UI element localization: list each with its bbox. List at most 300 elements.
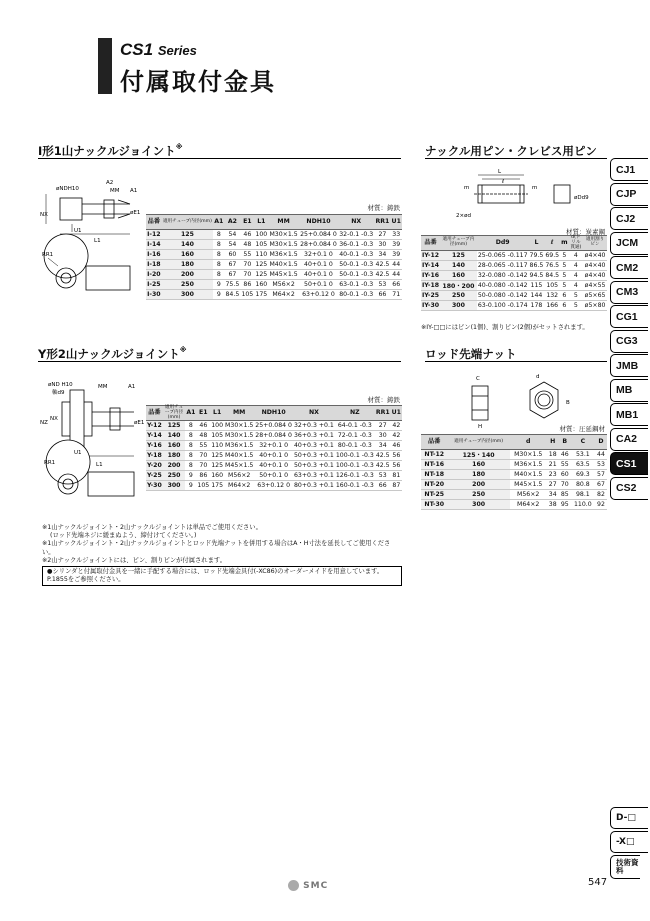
column-header: d [510, 435, 547, 450]
dim-label: L [498, 169, 502, 175]
table-row [146, 290, 402, 300]
dim-label: øDd9 [574, 195, 589, 201]
table-cell: 55 [196, 441, 210, 451]
column-header: B [559, 435, 571, 450]
table-cell: M40×1.5 [225, 452, 254, 460]
part-number: Y-20 [147, 462, 162, 470]
table-cell: 8 [213, 270, 224, 280]
i-knuckle-drawing [38, 170, 148, 310]
table-cell: 80.8 [571, 480, 595, 490]
table-cell: M45×1.5 [225, 462, 254, 470]
dim-label: NX [40, 212, 48, 218]
i-knuckle-table [146, 214, 402, 300]
table-cell: 9 [185, 471, 196, 481]
table-cell: 54 [224, 240, 240, 250]
dim-label: L1 [96, 462, 103, 468]
tab-technical-data[interactable]: 技術資料 [610, 855, 640, 879]
table-cell: 126-0.1 -0.3 [335, 472, 374, 480]
table-cell: 25-0.065 -0.117 [477, 252, 528, 260]
table-cell: 46 [196, 421, 210, 431]
table-cell: 70 [559, 480, 571, 490]
table-row [421, 480, 607, 490]
table-row [146, 270, 402, 280]
table-cell: 84.5 [225, 291, 240, 298]
table-row [146, 471, 402, 481]
table-cell: 53 [374, 280, 390, 290]
table-cell: 56 [392, 462, 401, 470]
table-cell: 42.5 [375, 462, 390, 470]
table-cell: 36-0.1 -0.3 [339, 241, 374, 248]
dim-label: A1 [128, 384, 136, 390]
part-number: I-30 [147, 291, 161, 298]
y-knuckle-table [146, 405, 402, 491]
tab-cj2[interactable]: CJ2 [610, 207, 648, 230]
tab-cm3[interactable]: CM3 [610, 281, 648, 304]
section-rule [425, 361, 607, 362]
table-cell: 5 [569, 291, 584, 301]
table-cell: 71 [392, 291, 401, 298]
column-header: ℓ [544, 236, 560, 251]
dim-label: NZ [40, 420, 48, 426]
table-cell: 200 [447, 480, 509, 490]
table-cell: 38 [547, 500, 559, 510]
part-number: I-25 [147, 281, 161, 288]
dim-label: 2×ød [456, 213, 471, 219]
table-cell: 82 [595, 490, 607, 500]
table-cell: M64×2 [268, 290, 299, 300]
tab-mb[interactable]: MB [610, 379, 648, 402]
table-cell: 160 [211, 472, 224, 480]
dim-label: RR1 [44, 460, 56, 466]
table-cell: 21 [547, 460, 559, 470]
table-cell: 178 [530, 302, 543, 310]
table-cell: 63-0.100 -0.174 [477, 302, 528, 310]
table-cell: 180 [163, 451, 186, 461]
series-title [120, 40, 197, 60]
table-cell: 60 [559, 470, 571, 480]
table-cell: ø4×40 [584, 262, 606, 270]
table-cell: M56×2 [268, 280, 299, 290]
table-cell: 85 [559, 490, 571, 500]
table-cell: 36+0.3 +0.1 [293, 432, 334, 440]
table-cell: 30 [374, 240, 390, 250]
column-header: NZ [335, 406, 375, 421]
part-number: NT-16 [421, 460, 447, 470]
table-cell: 110.0 [571, 500, 595, 510]
table-row [421, 261, 607, 271]
table-cell: 5 [560, 261, 568, 271]
table-cell: 44 [392, 271, 401, 278]
table-cell: M30×1.5 [269, 241, 298, 248]
part-number: IY-14 [422, 262, 440, 270]
column-header: U1 [390, 215, 402, 230]
table-cell: 125 [211, 452, 224, 460]
table-cell: 34 [374, 250, 390, 260]
table-cell: 8 [213, 260, 224, 270]
table-cell: 300 [163, 481, 186, 491]
table-cell: 32-0.080 -0.142 [477, 272, 528, 280]
table-cell: 160 [447, 460, 509, 470]
table-cell: 125・140 [447, 450, 509, 460]
table-cell: 4 [569, 281, 584, 291]
table-cell: 66 [374, 290, 390, 300]
table-cell: 42.5 [375, 452, 390, 460]
table-cell: 27 [374, 230, 390, 240]
series-label: Series [157, 43, 197, 58]
table-cell: 140 [440, 261, 477, 271]
part-number: NT-20 [421, 480, 447, 490]
table-cell: 9 [185, 481, 196, 491]
table-cell: 105 [546, 282, 559, 290]
table-cell: 69.5 [545, 252, 560, 260]
notes [42, 524, 402, 565]
table-cell: 180・200 [440, 281, 477, 291]
column-header: d(ドリル貫通) [570, 235, 582, 250]
table-cell: 32+0.3 +0.1 [293, 422, 334, 430]
table-cell: M30×1.5 [269, 231, 298, 238]
table-cell: 60 [224, 250, 240, 260]
table-cell: 8 [185, 441, 196, 451]
part-number: I-20 [147, 271, 161, 278]
table-cell: 9 [213, 280, 224, 290]
dim-label: C [476, 376, 480, 382]
table-cell: 160 [163, 441, 186, 451]
table-cell: 160-0.1 -0.3 [335, 482, 374, 490]
table-cell: 94.5 [529, 272, 544, 280]
column-header: L1 [254, 215, 268, 230]
tab-cg3[interactable]: CG3 [610, 330, 648, 353]
dim-label: A1 [130, 188, 138, 194]
table-cell: 125 [255, 261, 268, 268]
table-cell: 67 [224, 260, 240, 270]
table-row [146, 441, 402, 451]
tab-jcm[interactable]: JCM [610, 232, 648, 255]
column-header: 品番 [421, 236, 440, 251]
series-name: CS1 [120, 40, 154, 59]
table-cell: 144 [530, 292, 543, 300]
table-cell: 100 [211, 422, 224, 430]
table-cell: 42.5 [375, 271, 390, 278]
table-cell: 27 [375, 421, 391, 431]
table-cell: 6 [560, 291, 568, 301]
table-row [146, 260, 402, 270]
table-cell: 160 [440, 271, 477, 281]
tab-cs1[interactable]: CS1 [610, 452, 648, 475]
table-cell: 125 [440, 251, 477, 261]
table-cell: 8 [185, 421, 196, 431]
table-cell: 140 [162, 240, 214, 250]
table-cell: 100-0.1 -0.3 [335, 452, 374, 460]
column-header: E1 [196, 406, 210, 421]
table-cell: 80-0.1 -0.3 [335, 441, 375, 451]
table-cell: 6 [560, 301, 568, 311]
table-cell: 28+0.084 0 [255, 432, 292, 440]
table-cell: 8 [185, 461, 196, 471]
table-cell: 63+0.12 0 [254, 481, 293, 491]
tab-ca2[interactable]: CA2 [610, 428, 648, 451]
column-header: 品番 [421, 435, 447, 450]
table-cell: 53 [595, 460, 607, 470]
table-cell: 250 [440, 291, 477, 301]
tab-made-to-order[interactable]: -X□ [610, 831, 648, 853]
column-header: MM [224, 406, 254, 421]
table-cell: 175 [211, 482, 224, 490]
table-cell: 76.5 [545, 262, 560, 270]
table-cell: 98.1 [571, 490, 595, 500]
table-cell: 63+0.3 +0.1 [293, 472, 334, 480]
table-cell: 81 [392, 472, 401, 480]
pin-note: ※IY-□□にはピン(1個)、割りピン(2個)がセットされます。 [421, 324, 589, 331]
part-number: NT-30 [421, 500, 447, 510]
table-cell: M36×1.5 [225, 442, 254, 450]
table-cell: 44 [392, 261, 401, 268]
tab-cs2[interactable]: CS2 [610, 477, 648, 500]
table-cell: 40+0.3 +0.1 [293, 442, 334, 450]
part-number: I-16 [147, 251, 161, 258]
column-header: H [547, 435, 559, 450]
table-cell: M45×1.5 [269, 271, 298, 278]
tab-switches[interactable]: D-□ [610, 807, 648, 829]
table-cell: 250 [447, 490, 509, 500]
y-knuckle-drawing [38, 376, 150, 516]
column-header: U1 [391, 406, 402, 421]
table-cell: 50+0.3 +0.1 [293, 452, 334, 460]
table-row [421, 450, 607, 460]
pin-table [421, 235, 607, 311]
dim-label: RR1 [42, 252, 54, 258]
table-cell: 50-0.080 -0.142 [477, 292, 528, 300]
table-row [421, 490, 607, 500]
part-number: Y-16 [147, 442, 162, 450]
table-cell: 39 [392, 241, 401, 248]
table-cell: 66 [375, 481, 391, 491]
dim-label: m [464, 185, 470, 191]
table-cell: 8 [213, 250, 224, 260]
note-line: ※1山ナックルジョイント・2山ナックルジョイントは単品でご使用ください。 [42, 524, 262, 531]
table-cell: 92 [595, 500, 607, 510]
column-header: C [571, 435, 595, 450]
table-cell: 72-0.1 -0.3 [335, 431, 375, 441]
column-header: A2 [224, 215, 240, 230]
dim-label: m [532, 185, 538, 191]
column-header: RR1 [375, 406, 391, 421]
nut-table [421, 434, 607, 510]
table-cell: M36×1.5 [510, 460, 547, 470]
note-line: ※1山ナックルジョイント・2山ナックルジョイントとロッド先端ナットを併用する場合はA・H寸法を延長してご使用ください。 [42, 540, 391, 556]
table-row [146, 451, 402, 461]
table-cell: 66 [392, 281, 401, 288]
table-cell: 5 [560, 281, 568, 291]
part-number: IY-18 [422, 282, 440, 290]
table-cell: 50+0.1 0 [254, 471, 293, 481]
table-cell: 40+0.1 0 [299, 260, 338, 270]
tab-mb1[interactable]: MB1 [610, 403, 648, 426]
table-cell: 100-0.1 -0.3 [335, 462, 374, 470]
table-cell: 50-0.1 -0.3 [339, 271, 374, 278]
column-header: NX [293, 406, 335, 421]
table-cell: 50+0.1 0 [299, 280, 338, 290]
table-cell: 69.3 [571, 470, 595, 480]
page-number: 547 [588, 877, 608, 888]
table-cell: 32+0.1 0 [299, 250, 338, 260]
dim-label: MM [98, 384, 108, 390]
tab-cm2[interactable]: CM2 [610, 256, 648, 279]
table-cell: 4 [569, 251, 584, 261]
table-cell: 105 [211, 432, 224, 440]
table-row [421, 470, 607, 480]
table-cell: 23 [547, 470, 559, 480]
table-cell: 105 [241, 291, 254, 298]
dim-label: U1 [74, 228, 82, 234]
part-number: Y-30 [147, 482, 162, 490]
section-rule [38, 158, 401, 159]
table-row [146, 481, 402, 491]
table-cell: 175 [255, 291, 268, 298]
table-cell: 300 [440, 301, 477, 311]
column-header: 品番 [146, 215, 162, 230]
section-rule [425, 158, 607, 159]
dim-label: NX [50, 416, 58, 422]
part-number: NT-18 [421, 470, 447, 480]
table-cell: 300 [162, 290, 214, 300]
dim-label: 軸d9 [52, 390, 65, 396]
table-cell: 63.5 [571, 460, 595, 470]
dim-label: øE1 [130, 210, 141, 216]
table-cell: 48 [240, 240, 254, 250]
material-y: 材質：鋳鉄 [367, 396, 400, 404]
table-cell: M56×2 [224, 471, 254, 481]
part-number: IY-16 [422, 272, 440, 280]
column-header: RR1 [374, 215, 390, 230]
part-number: I-14 [147, 241, 161, 248]
table-cell: 48 [196, 431, 210, 441]
table-cell: M56×2 [510, 490, 547, 500]
table-row [146, 431, 402, 441]
table-cell: 86 [196, 471, 210, 481]
info-box: ●シリンダと付属取付金具を一緒に手配する場合には、ロッド先端金具付(-XC86)のオーダーメイドを用意しています。P.1855をご参照ください。 [42, 566, 402, 586]
table-cell: M30×1.5 [510, 450, 547, 460]
table-cell: M36×1.5 [269, 251, 298, 258]
column-header: 適用チューブ内径(mm) [163, 406, 186, 421]
note-line: (ロッド先端ネジに緩まぬよう、締付けてください。) [50, 532, 197, 540]
note-line: ※2山ナックルジョイントには、ピン、割りピンが付属されます。 [42, 556, 226, 564]
table-row [421, 500, 607, 510]
dim-label: øE1 [134, 420, 145, 426]
table-cell: 44 [595, 450, 607, 460]
table-cell: 25+0.084 0 [255, 422, 292, 430]
table-cell: 33 [392, 231, 401, 238]
column-header: 適用チューブ内径(mm) [440, 236, 477, 251]
table-cell: ø4×40 [584, 252, 606, 260]
table-cell: 40+0.1 0 [299, 270, 338, 280]
table-cell: 250 [163, 471, 186, 481]
table-cell: 8 [213, 230, 224, 240]
table-row [421, 301, 607, 311]
section-title-pin: ナックル用ピン・クレビス用ピン [425, 144, 597, 158]
table-cell: 53 [375, 471, 391, 481]
tab-cj1[interactable]: CJ1 [610, 158, 648, 181]
table-cell: 105 [197, 482, 210, 490]
table-cell: 5 [560, 271, 568, 281]
dim-label: øND H10 [48, 382, 73, 388]
table-cell: ø4×40 [584, 272, 606, 280]
table-cell: M64×2 [510, 500, 547, 510]
part-number: NT-25 [421, 490, 447, 500]
column-header: NDH10 [299, 215, 338, 230]
table-row [146, 461, 402, 471]
table-cell: 34 [547, 490, 559, 500]
table-cell: 79.5 [529, 252, 544, 260]
table-cell: 70 [196, 451, 210, 461]
table-cell: 54 [224, 230, 240, 240]
table-cell: 70 [240, 260, 254, 270]
table-cell: 28-0.065 -0.117 [477, 262, 528, 270]
table-cell: M30×1.5 [225, 432, 254, 440]
table-cell: 4 [569, 261, 584, 271]
table-cell: 160 [255, 281, 268, 288]
table-cell: 80-0.1 -0.3 [339, 291, 374, 298]
section-title-i-knuckle: I形1山ナックルジョイント※ [38, 143, 183, 158]
tab-cjp[interactable]: CJP [610, 183, 648, 206]
dim-label: B [566, 400, 570, 406]
column-header: A1 [185, 406, 196, 421]
dim-label: A2 [106, 180, 114, 186]
table-cell: 160 [162, 250, 214, 260]
column-header: L [529, 236, 545, 251]
table-cell: 56 [392, 452, 401, 460]
section-title-nut: ロッド先端ナット [425, 347, 517, 361]
column-header: NX [338, 215, 374, 230]
table-cell: 70 [196, 461, 210, 471]
column-header: 適用チューブ内径(mm) [447, 435, 509, 450]
column-header: L1 [210, 406, 224, 421]
table-cell: 27 [547, 480, 559, 490]
dim-label: H [478, 424, 483, 430]
table-cell: 84.5 [545, 272, 560, 280]
table-cell: 125 [163, 421, 186, 431]
part-number: I-12 [147, 231, 161, 238]
column-header: Dd9 [477, 236, 529, 251]
table-cell: 9 [213, 290, 224, 300]
table-cell: 42 [392, 432, 401, 440]
table-cell: 125 [162, 230, 214, 240]
part-number: Y-25 [147, 472, 162, 480]
table-row [146, 421, 402, 431]
tab-jmb[interactable]: JMB [610, 354, 648, 377]
table-cell: 8 [185, 451, 196, 461]
column-header: D [595, 435, 607, 450]
table-cell: 8 [213, 240, 224, 250]
table-cell: 50+0.3 +0.1 [293, 462, 334, 470]
table-cell: 87 [392, 482, 401, 490]
table-cell: 46 [240, 230, 254, 240]
table-cell: 70 [240, 270, 254, 280]
table-row [146, 240, 402, 250]
table-row [146, 280, 402, 290]
table-cell: 40+0.1 0 [254, 461, 293, 471]
column-header: MM [268, 215, 299, 230]
table-cell: M40×1.5 [269, 261, 298, 268]
table-cell: 40-0.1 -0.3 [339, 251, 374, 258]
table-cell: M64×2 [224, 481, 254, 491]
table-cell: 250 [162, 280, 214, 290]
table-cell: 180 [162, 260, 214, 270]
table-cell: ø5×65 [584, 292, 606, 300]
table-cell: 28+0.084 0 [300, 241, 337, 248]
table-cell: 300 [447, 500, 509, 510]
table-cell: 110 [255, 251, 268, 258]
tab-cg1[interactable]: CG1 [610, 305, 648, 328]
